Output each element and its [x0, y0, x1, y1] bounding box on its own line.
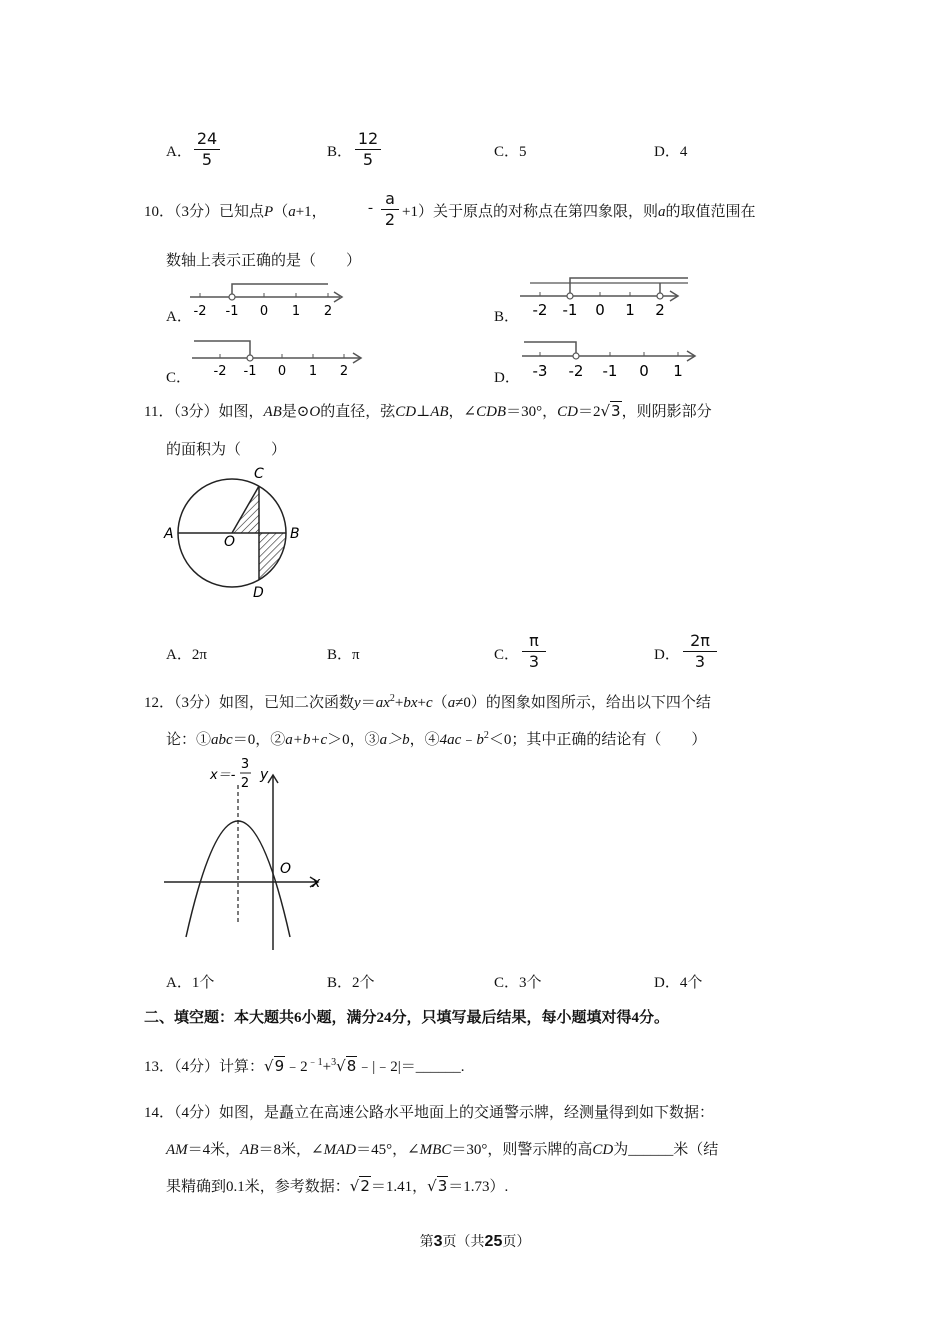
q10-option-d-label: D．	[494, 370, 520, 386]
label-o: O	[224, 534, 236, 550]
q9-option-d: D．4	[654, 144, 688, 160]
q10-option-c-label: C．	[166, 370, 192, 386]
tick-label: -3	[532, 362, 548, 380]
q10-line2: 数轴上表示正确的是（ ）	[166, 253, 362, 269]
q11-option-c-label: C．	[494, 647, 520, 663]
tick-label: -2	[193, 304, 207, 319]
tick-label: -2	[213, 364, 227, 379]
q12-option-c: C．3个	[494, 975, 542, 991]
q9-option-c: C．5	[494, 144, 527, 160]
q11-line2: 的面积为（ ）	[166, 442, 287, 458]
y-axis-label: y	[260, 767, 269, 783]
q11-option-b: B．π	[327, 647, 360, 663]
tick-label: 2	[655, 301, 665, 319]
q12-parabola-figure	[160, 755, 330, 955]
q10-option-c-numberline	[192, 336, 368, 380]
q12-line2: 论：①abc＝0，②a+b+c＞0，③a＞b，$④4ac﹣b^2<0$；其中正确的结论有（ ）	[166, 730, 707, 748]
tick-label: -1	[562, 301, 578, 319]
label-c: C	[254, 466, 264, 482]
tick-label: -1	[602, 362, 618, 380]
q9-option-b-fraction: 12 5	[355, 130, 381, 169]
origin-label: O	[280, 861, 292, 877]
q11-option-d-label: D．	[654, 647, 680, 663]
q9-option-a-label: A．	[166, 144, 192, 160]
tick-label: 1	[673, 362, 683, 380]
tick-label: 1	[308, 364, 318, 379]
q11-circle-figure	[160, 465, 310, 605]
tick-label: 2	[323, 304, 333, 319]
x-axis-label: x	[312, 875, 321, 891]
q10-stem: 10．（3分）已知点P（a+1，	[144, 204, 327, 220]
q11-option-a: A．2π	[166, 647, 207, 663]
section-heading: 二、填空题：本大题共6小题，满分24分，只填写最后结果，每小题填对得4分。	[144, 1010, 670, 1026]
q11-stem: 11．（3分）如图，AB是⊙O的直径，弦CD⊥AB，∠CDB＝30°，CD＝2√3，则阴影部分	[144, 402, 712, 420]
tick-label: 0	[639, 362, 649, 380]
tick-label: -1	[225, 304, 239, 319]
q12-stem: 12．（3分）如图，已知二次函数$y=ax^2+bx+c(a\ne 0)$的图象如图所示，给出以下四个结	[144, 693, 711, 711]
label-b: B	[290, 526, 300, 542]
tick-label: 0	[259, 304, 269, 319]
frac-den: 2	[240, 776, 250, 791]
q10-option-b-label: B．	[494, 309, 520, 325]
q10-option-a-numberline	[190, 277, 350, 319]
axis-of-symmetry-label: x＝-	[210, 768, 236, 783]
q10-option-d-numberline	[522, 336, 700, 382]
q10-fraction: a 2	[381, 190, 399, 229]
q14-line3: 果精确到0.1米，参考数据：√2＝1.41，√3＝1.73）.	[166, 1177, 509, 1195]
page-footer: 第3页（共25页）	[419, 1233, 531, 1250]
q14-line1: 14．（4分）如图，是矗立在高速公路水平地面上的交通警示牌，经测量得到如下数据：	[144, 1105, 715, 1121]
q13-stem: 13．（4分）计算：$√9﹣2^{﹣1}+^3√8﹣|﹣2|=\_\_\_\_\_\_$.	[144, 1057, 465, 1075]
q10-option-b-numberline	[520, 274, 692, 320]
q12-option-a: A．1个	[166, 975, 215, 991]
tick-label: -2	[568, 362, 584, 380]
tick-label: -1	[243, 364, 257, 379]
tick-label: 0	[595, 301, 605, 319]
q11-option-d-fraction: 2π 3	[683, 632, 717, 671]
tick-label: 0	[277, 364, 287, 379]
tick-label: 1	[291, 304, 301, 319]
q10-stem-tail: +1）关于原点的对称点在第四象限，则a的取值范围在	[402, 204, 756, 220]
tick-label: -2	[532, 301, 548, 319]
tick-label: 1	[625, 301, 635, 319]
q10-option-a-label: A．	[166, 309, 192, 325]
q10-minus: -	[368, 200, 373, 216]
q11-option-c-fraction: π 3	[522, 632, 546, 671]
label-a: A	[164, 526, 174, 542]
tick-label: 2	[339, 364, 349, 379]
q12-option-d: D．4个	[654, 975, 703, 991]
q12-option-b: B．2个	[327, 975, 375, 991]
q9-option-b-label: B．	[327, 144, 353, 160]
q14-line2: AM＝4米，AB＝8米，∠MAD＝45°，∠MBC＝30°，则警示牌的高CD为______米（结	[166, 1142, 719, 1158]
label-d: D	[253, 585, 264, 601]
frac-num: 3	[240, 757, 250, 772]
q9-option-a-fraction: 24 5	[194, 130, 220, 169]
